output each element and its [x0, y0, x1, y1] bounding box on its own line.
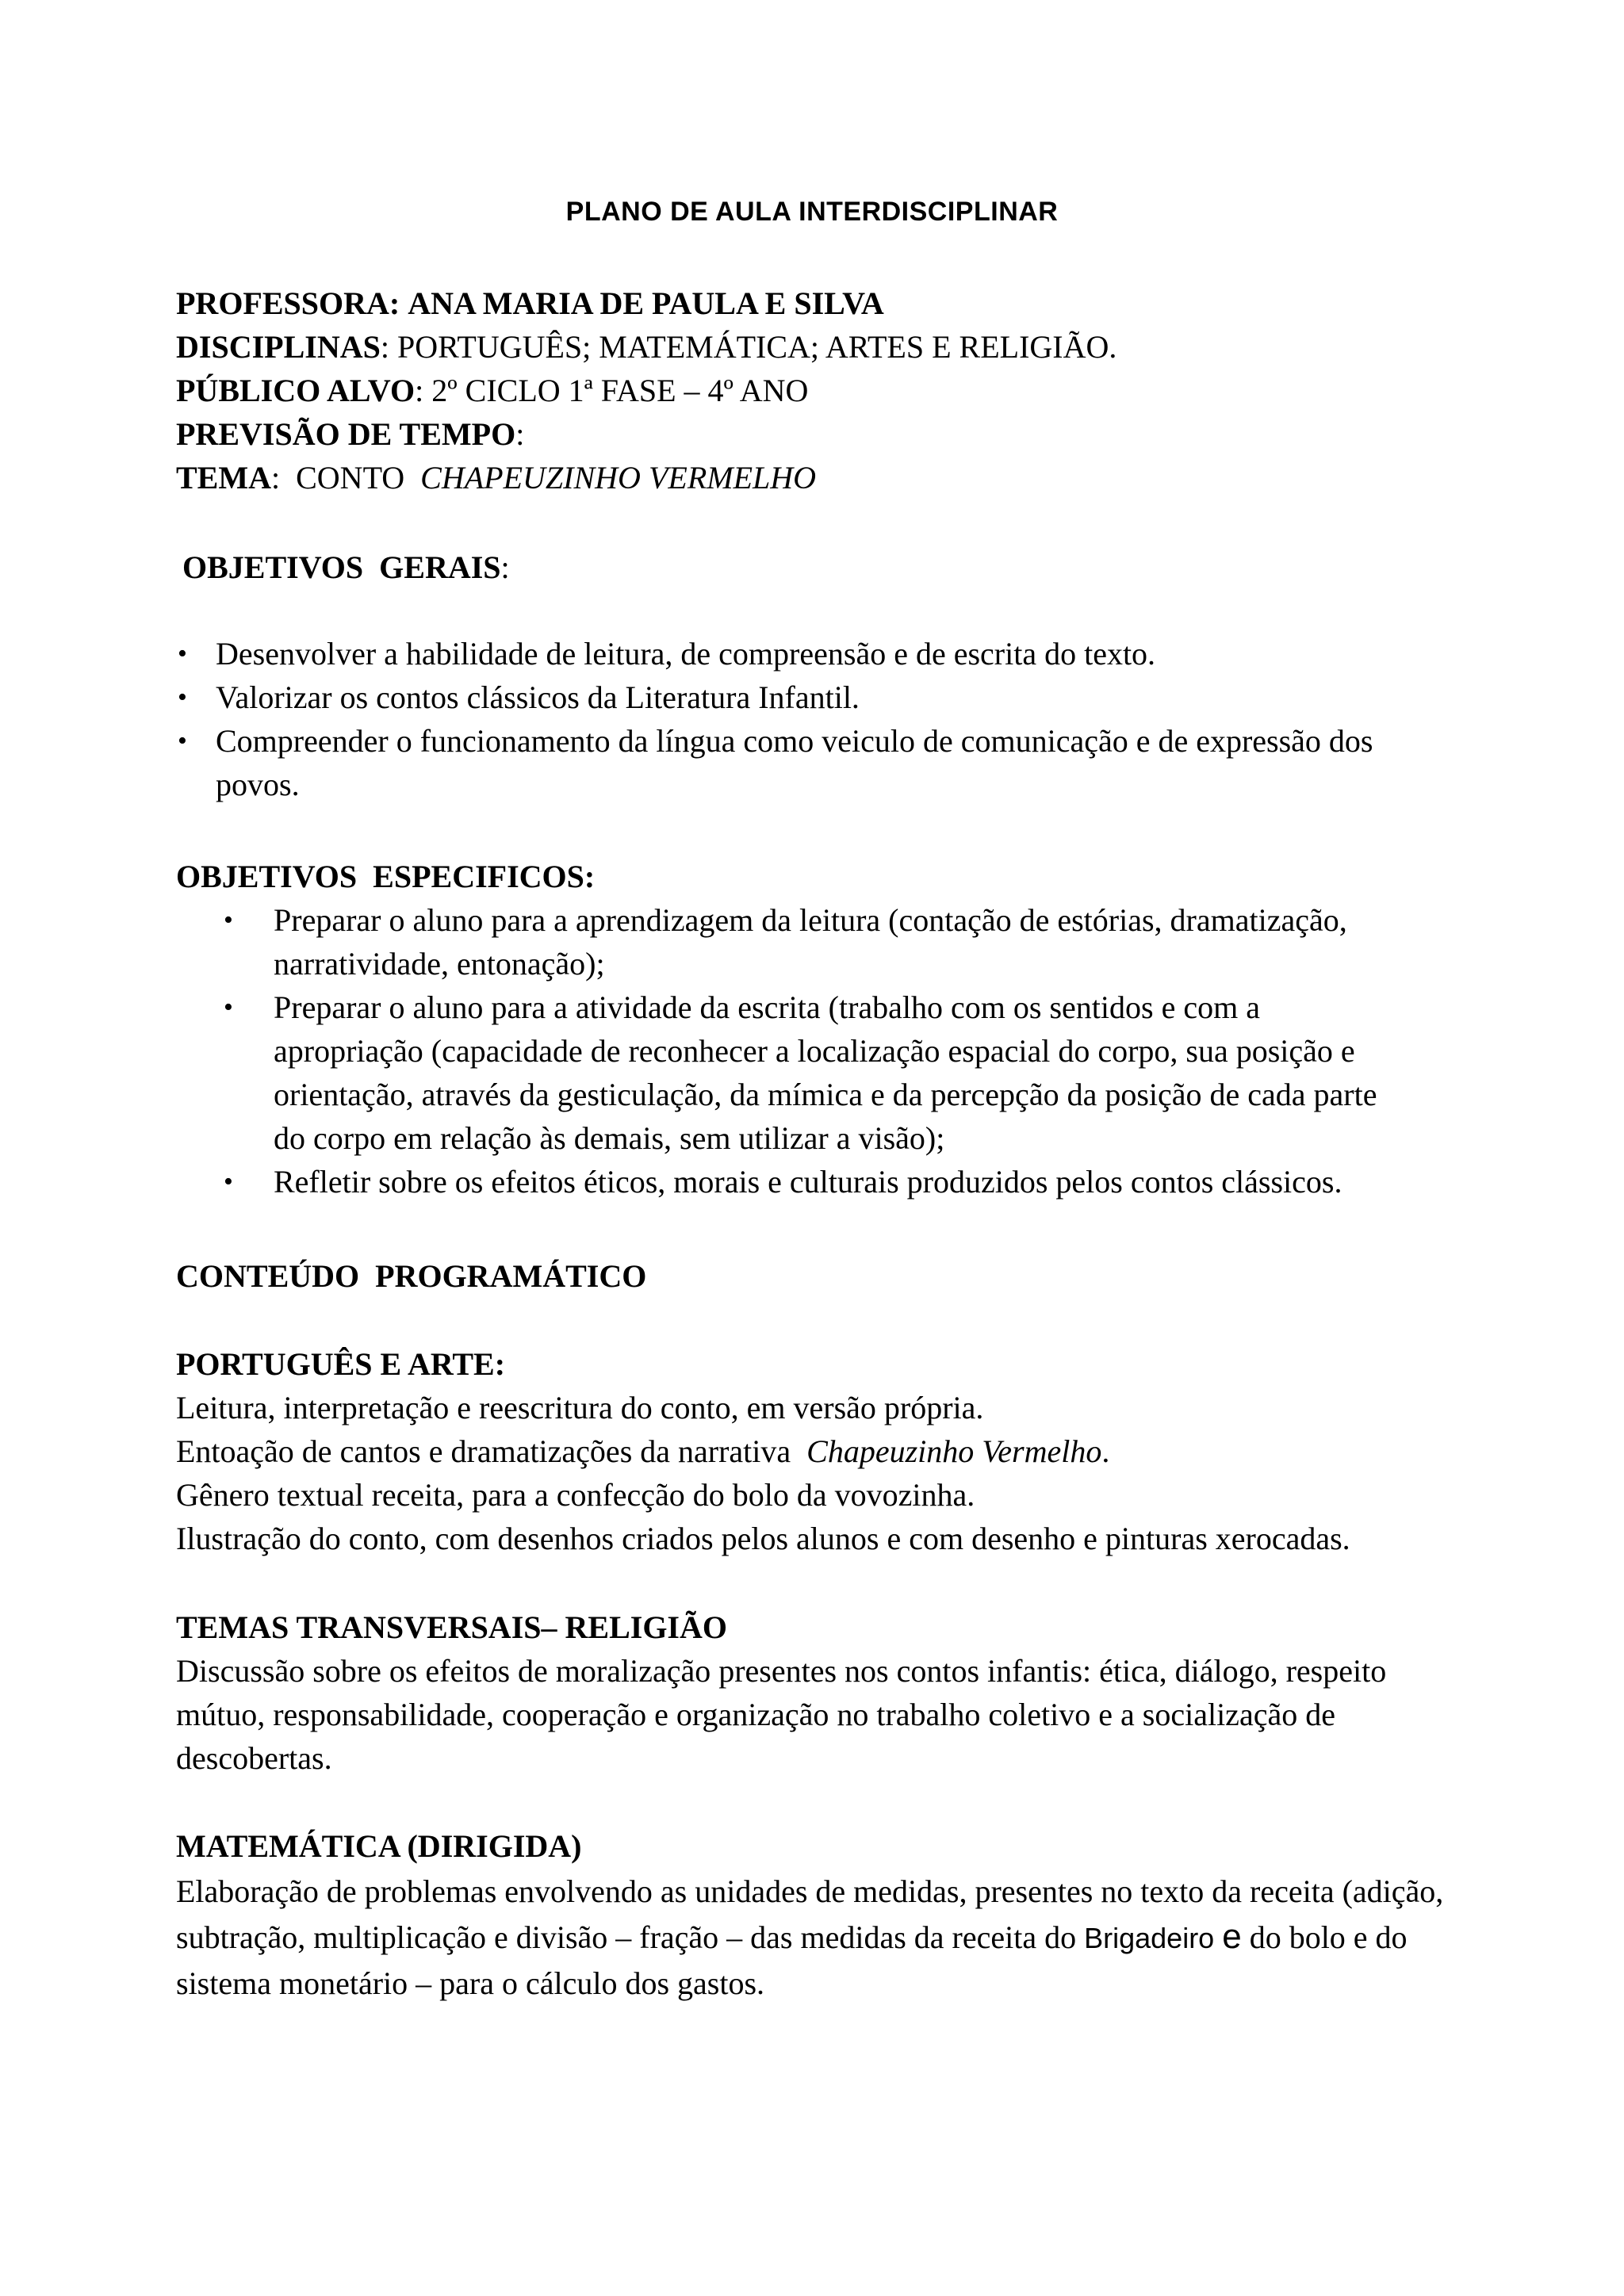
portugues-arte-heading: PORTUGUÊS E ARTE: [176, 1346, 506, 1382]
matematica-text [176, 1869, 1461, 2006]
objetivo-geral-text: Compreender o funcionamento da língua como veiculo de comunicação e de expressão dos povos. [216, 723, 1373, 802]
professora-value: ANA MARIA DE PAULA E SILVA [408, 285, 884, 321]
matematica-text-e: e [1222, 1917, 1242, 1956]
portugues-arte-line-4: Ilustração do conto, com desenhos criados pelos alunos e com desenho e pinturas xerocadas. [176, 1521, 1350, 1556]
document-title: PLANO DE AULA INTERDISCIPLINAR [565, 197, 1059, 227]
list-item [176, 632, 1445, 675]
header-info [176, 281, 1461, 499]
objetivo-geral-text: Desenvolver a habilidade de leitura, de compreensão e de escrita do texto. [216, 636, 1156, 672]
list-item [176, 985, 1413, 1160]
disciplinas-value: : PORTUGUÊS; MATEMÁTICA; ARTES E RELIGIÃO. [380, 329, 1117, 365]
portugues-arte-section [176, 1342, 1461, 1560]
matematica-text-brigadeiro: Brigadeiro [1084, 1922, 1223, 1954]
objetivos-gerais-list-block [176, 632, 1445, 806]
previsao-value: : [515, 416, 525, 452]
tema-label: TEMA [176, 460, 271, 496]
portugues-arte-line-2 [176, 1429, 1461, 1473]
bullet-icon: • [178, 639, 187, 668]
previsao-label: PREVISÃO DE TEMPO [176, 416, 516, 452]
conteudo-heading-block [176, 1254, 1461, 1298]
temas-transversais-heading: TEMAS TRANSVERSAIS– RELIGIÃO [176, 1609, 727, 1645]
objetivo-especifico-text: Refletir sobre os efeitos éticos, morais e culturais produzidos pelos contos clássicos. [274, 1164, 1342, 1200]
list-item [176, 898, 1413, 985]
portugues-arte-line-2-italic: Chapeuzinho Vermelho [806, 1433, 1102, 1469]
list-item [176, 719, 1445, 806]
bullet-icon: • [224, 905, 233, 935]
list-item [176, 1160, 1413, 1203]
objetivos-especificos-list [176, 898, 1413, 1203]
objetivos-especificos-heading-block [176, 855, 1461, 898]
matematica-text-part-1: Elaboração de problemas envolvendo as unidades de medidas, presentes no texto da receita (adição, subtração, multiplicação e divisão – fração – das medidas da receita do [176, 1873, 1444, 1955]
bullet-icon: • [224, 993, 233, 1022]
matematica-section [176, 1823, 1461, 2006]
disciplinas-line [176, 325, 1461, 369]
disciplinas-label: DISCIPLINAS [176, 329, 381, 365]
objetivo-especifico-text: Preparar o aluno para a aprendizagem da leitura (contação de estórias, dramatização, narratividade, entonação); [274, 902, 1347, 982]
objetivos-especificos-heading: OBJETIVOS ESPECIFICOS: [176, 859, 596, 894]
portugues-arte-line-3: Gênero textual receita, para a confecção do bolo da vovozinha. [176, 1477, 975, 1513]
publico-line [176, 369, 1461, 412]
matematica-text-part-2: do bolo e do sistema monetário – para o cálculo dos gastos. [176, 1919, 1408, 2001]
previsao-line [176, 412, 1461, 456]
publico-label: PÚBLICO ALVO [176, 373, 416, 408]
tema-prefix: : CONTO [271, 460, 421, 496]
portugues-arte-line-2-prefix: Entoação de cantos e dramatizações da narrativa [176, 1433, 807, 1469]
bullet-icon: • [178, 683, 187, 712]
list-item [176, 675, 1445, 719]
objetivos-gerais-list [176, 632, 1445, 806]
portugues-arte-line-1: Leitura, interpretação e reescritura do conto, em versão própria. [176, 1390, 984, 1425]
temas-transversais-text: Discussão sobre os efeitos de moralização presentes nos contos infantis: ética, diálogo, respeito mútuo, responsabilidade, cooperação e organização no trabalho coletivo e a socialização de descobertas. [176, 1653, 1387, 1776]
tema-line [176, 456, 1461, 499]
professora-label: PROFESSORA: [176, 285, 400, 321]
bullet-icon: • [178, 726, 187, 756]
temas-transversais-section [176, 1605, 1453, 1780]
objetivos-especificos-list-block [176, 898, 1413, 1203]
conteudo-heading: CONTEÚDO PROGRAMÁTICO [176, 1258, 647, 1294]
objetivos-gerais-colon: : [500, 549, 510, 585]
objetivos-gerais-heading-block [182, 545, 1467, 589]
objetivos-gerais-heading: OBJETIVOS GERAIS [182, 549, 501, 585]
tema-value: CHAPEUZINHO VERMELHO [420, 460, 817, 496]
bullet-icon: • [224, 1167, 233, 1196]
publico-value: : 2º CICLO 1ª FASE – 4º ANO [415, 373, 809, 408]
portugues-arte-line-2-suffix: . [1101, 1433, 1110, 1469]
objetivo-geral-text: Valorizar os contos clássicos da Literatura Infantil. [216, 679, 860, 715]
professora-line [176, 281, 1461, 325]
matematica-heading: MATEMÁTICA (DIRIGIDA) [176, 1828, 582, 1864]
objetivo-especifico-text: Preparar o aluno para a atividade da escrita (trabalho com os sentidos e com a apropriação (capacidade de reconhecer a localização espacial do corpo, sua posição e orientação, através da gesticulação, da mímica e da percepção da posição de cada parte do corpo em relação às demais, sem utilizar a visão); [274, 989, 1377, 1156]
